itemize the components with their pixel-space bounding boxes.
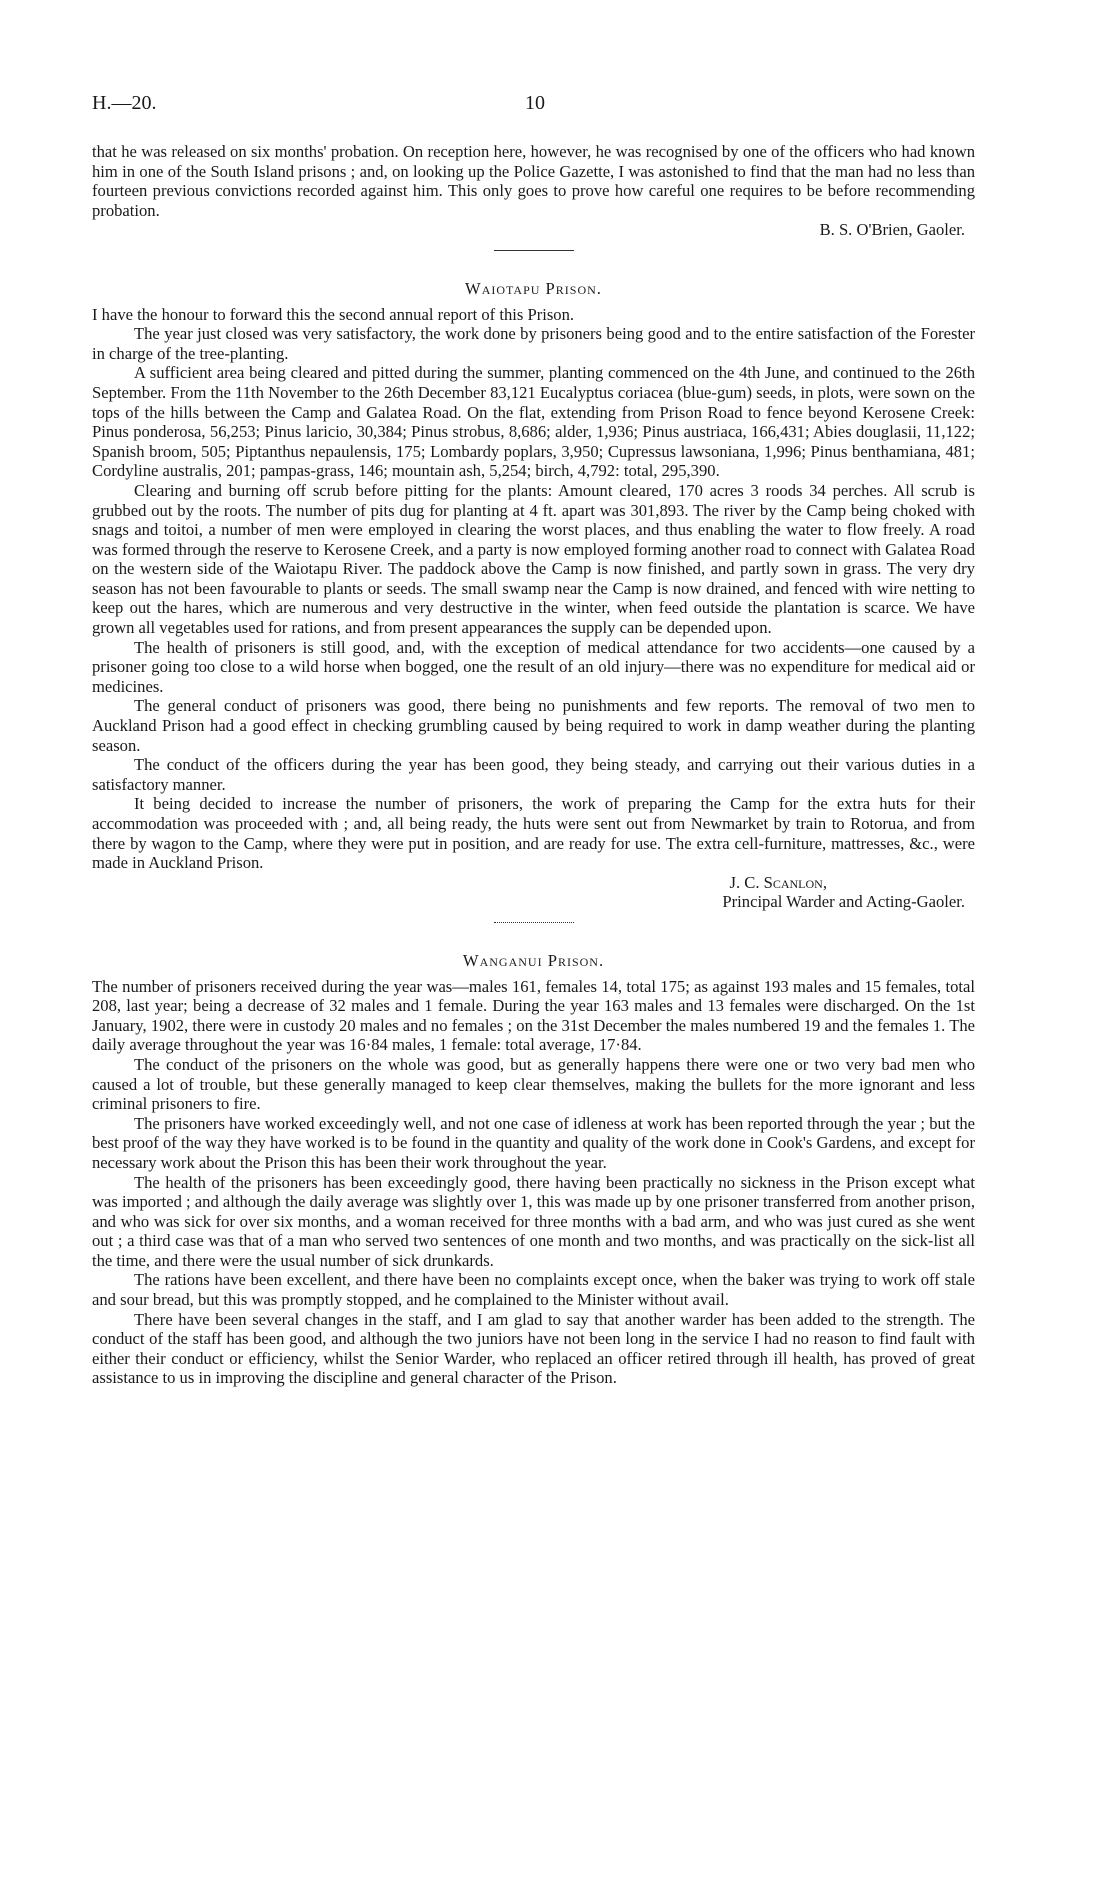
waiotapu-paragraph-3: A sufficient area being cleared and pitted during the summer, planting commenced on the 4th June, and continued to the 26th September. From the 11th November to the 26th December 83,121 Eucalyptus coriacea (blue-gum) seeds, in plots, were sown on the tops of the hills between the Camp and Galatea Road. On the flat, extending from Prison Road to fence beyond Kerosene Creek: Pinus ponderosa, 56,253; Pinus laricio, 30,384; Pinus strobus, 8,686; alder, 1,936; Pinus austriaca, 166,431; Abies douglasii, 11,122; Spanish broom, 505; Piptanthus nepaulensis, 175; Lombardy poplars, 3,950; Cupressus lawsoniana, 1,996; Pinus benthamiana, 481; Cordyline australis, 201; pampas-grass, 146; mountain ash, 5,254; birch, 4,792: total, 295,390. <box>92 363 975 481</box>
wanganui-paragraph-1: The number of prisoners received during the year was—males 161, females 14, total 175; as against 193 males and 15 females, total 208, last year; being a decrease of 32 males and 1 female. During the year 163 males and 13 females were discharged. On the 1st January, 1902, there were in custody 20 males and no females ; on the 31st December the males numbered 19 and the females 1. The daily average throughout the year was 16·84 males, 1 female: total average, 17·84. <box>92 976 975 1055</box>
wanganui-heading: Wanganui Prison. <box>462 950 605 970</box>
waiotapu-paragraph-5: The health of prisoners is still good, and, with the exception of medical attendance for two accidents—one caused by a prisoner going too close to a wild horse when bogged, one the result of an old injury—there was no expenditure for medical aid or medicines. <box>92 637 975 696</box>
report-code: H.—20. <box>92 92 157 114</box>
waiotapu-paragraph-2: The year just closed was very satisfactory, the work done by prisoners being good and to the entire satisfaction of the Forester in charge of the tree-planting. <box>92 324 975 363</box>
wanganui-paragraph-3: The prisoners have worked exceedingly well, and not one case of idleness at work has been reported through the year ; but the best proof of the way they have worked is to be found in the quantity and quality of the work done in Cook's Gardens, and except for necessary work about the Prison this has been their work throughout the year. <box>92 1113 975 1172</box>
waiotapu-paragraph-6: The general conduct of prisoners was good, there being no punishments and few reports. The removal of two men to Auckland Prison had a good effect in checking grumbling caused by being required to work in damp weather during the planting season. <box>92 696 975 755</box>
wanganui-paragraph-2: The conduct of the prisoners on the whole was good, but as generally happens there were one or two very bad men who caused a lot of trouble, but these generally managed to keep clear themselves, making the bullets for the more ignorant and less criminal prisoners to fire. <box>92 1054 975 1114</box>
page-content <box>92 142 975 1388</box>
waiotapu-paragraph-4: Clearing and burning off scrub before pitting for the plants: Amount cleared, 170 acres 3 roods 34 perches. All scrub is grubbed out by the roots. The number of pits dug for planting at 4 ft. apart was 301,893. The river by the Camp being choked with snags and toitoi, a number of men were employed in clearing the worst places, and thus enabling the water to flow freely. A road was formed through the reserve to Kerosene Creek, and a party is now employed forming another road to connect with Galatea Road on the western side of the Waiotapu River. The paddock above the Camp is now finished, and partly sown in grass. The very dry season has not been favourable to plants or seeds. The small swamp near the Camp is now drained, and fenced with wire netting to keep out the hares, which are numerous and very destructive in the winter, when feed outside the plantation is scarce. We have grown all vegetables used for rations, and from present appearances the supply can be depended upon. <box>92 480 975 638</box>
wanganui-paragraph-6: There have been several changes in the staff, and I am glad to say that another warder has been added to the strength. The conduct of the staff has been good, and although the two juniors have not been long in the service I had no reason to find fault with either their conduct or efficiency, whilst the Senior Warder, who replaced an officer retired through ill health, has proved of great assistance to us in improving the discipline and general character of the Prison. <box>92 1309 975 1388</box>
intro-paragraph: that he was released on six months' probation. On reception here, however, he was recognised by one of the officers who had known him in one of the South Island prisons ; and, on looking up the Police Gazette, I was astonished to find that the man had no less than fourteen previous convictions recorded against him. This only goes to prove how careful one requires to be before recommending probation. <box>92 142 975 220</box>
section-divider <box>494 250 574 251</box>
waiotapu-paragraph-1: I have the honour to forward this the second annual report of this Prison. <box>92 304 575 324</box>
waiotapu-paragraph-7: The conduct of the officers during the year has been good, they being steady, and carrying out their various duties in a satisfactory manner. <box>92 755 975 794</box>
waiotapu-heading: Waiotapu Prison. <box>465 278 602 298</box>
waiotapu-signature-name: J. C. Scanlon, <box>729 872 827 892</box>
wanganui-paragraph-4: The health of the prisoners has been exceedingly good, there having been practically no sickness in the Prison except what was imported ; and although the daily average was slightly over 1, this was made up by one prisoner transferred from another prison, and who was sick for over six months, and a woman received for three months with a bad arm, and who was just cured as she went out ; a third case was that of a man who served two sentences of one month and two months, and was practically on the sick-list all the time, and there were the usual number of sick drunkards. <box>92 1172 975 1270</box>
intro-signature: B. S. O'Brien, Gaoler. <box>819 220 965 240</box>
page-number: 10 <box>525 92 545 114</box>
section-divider-dotted <box>494 922 574 923</box>
wanganui-paragraph-5: The rations have been excellent, and there have been no complaints except once, when the baker was trying to work off stale and sour bread, but this was promptly stopped, and he complained to the Minister without avail. <box>92 1270 975 1310</box>
waiotapu-signature-title: Principal Warder and Acting-Gaoler. <box>722 892 965 912</box>
waiotapu-paragraph-8: It being decided to increase the number of prisoners, the work of preparing the Camp for the extra huts for their accommodation was proceeded with ; and, all being ready, the huts were sent out from Newmarket by train to Rotorua, and from there by wagon to the Camp, where they were put in position, and are ready for use. The extra cell-furniture, mattresses, &c., were made in Auckland Prison. <box>92 794 975 873</box>
